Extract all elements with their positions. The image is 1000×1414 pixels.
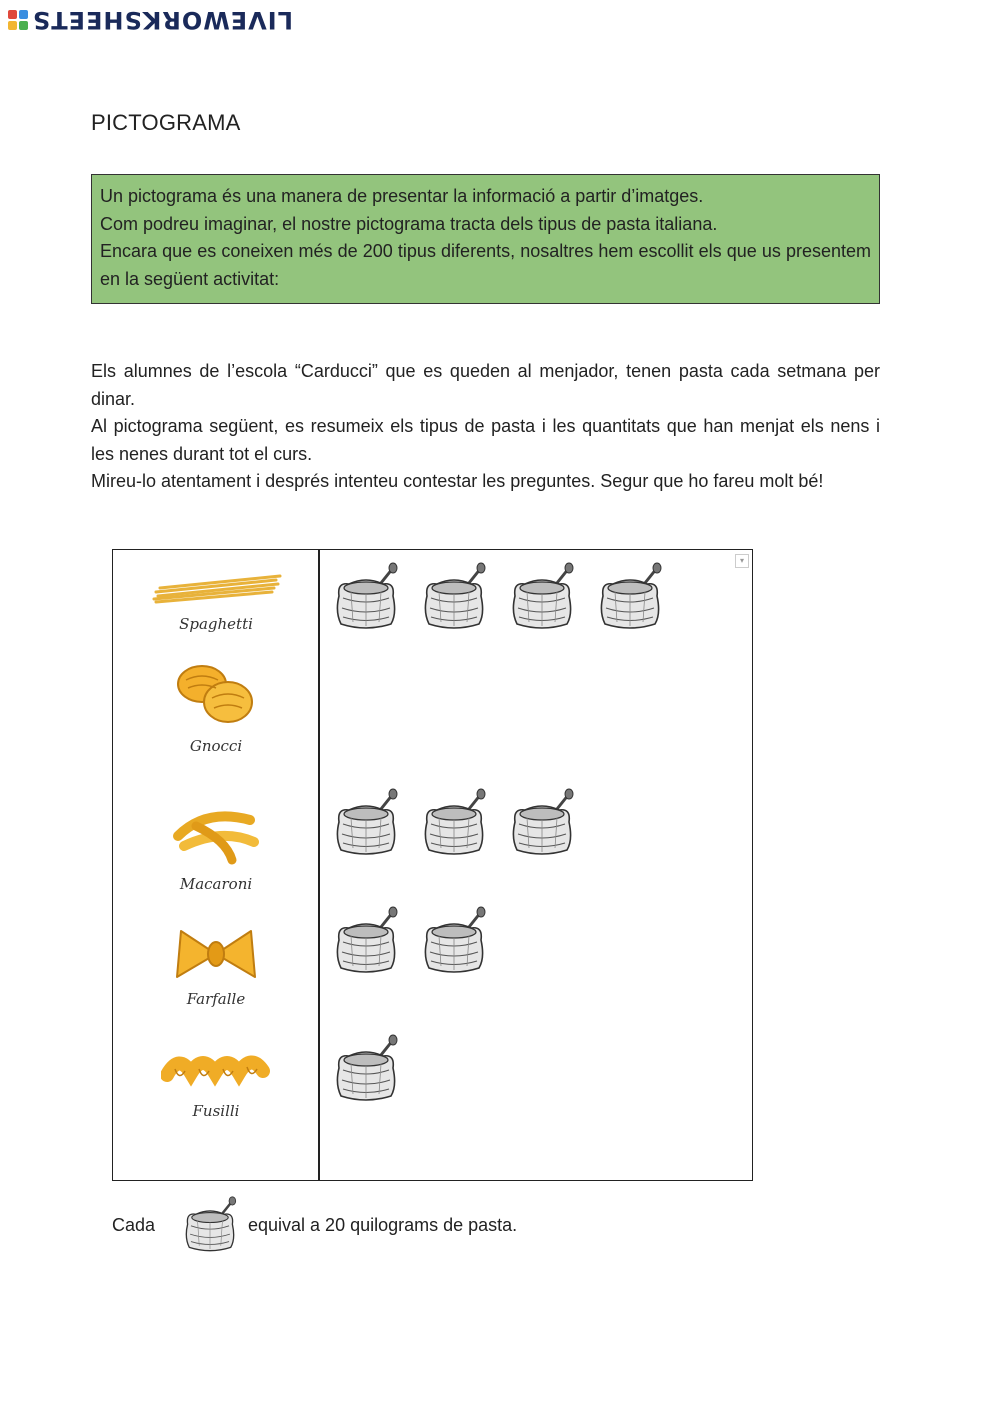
category-label: Gnocci xyxy=(189,737,243,755)
sack-icon xyxy=(180,1196,240,1254)
pasta-macaroni xyxy=(131,804,301,893)
sack-icon xyxy=(421,788,487,858)
sack-icon xyxy=(509,788,575,858)
sack-icon xyxy=(333,1034,399,1104)
body-paragraph: Al pictograma següent, es resumeix els tipus de pasta i les quantitats que han menjat els nens i les nenes durant tot el curs. xyxy=(91,416,880,464)
spaghetti-icon xyxy=(146,566,286,608)
sack-icon xyxy=(333,788,399,858)
body-paragraph: Mireu-lo atentament i després intenteu contestar les preguntes. Segur que ho fareu molt bé! xyxy=(91,471,824,491)
category-label: Farfalle xyxy=(186,990,246,1008)
legend-prefix: Cada xyxy=(112,1214,156,1235)
sack-row-farfalle xyxy=(333,906,487,976)
pasta-spaghetti xyxy=(131,566,301,633)
body-paragraph: Els alumnes de l’escola “Carducci” que es queden al menjador, tenen pasta cada setmana per dinar. xyxy=(91,361,880,409)
fusilli-icon xyxy=(161,1045,271,1095)
farfalle-icon xyxy=(171,925,261,983)
body-text xyxy=(91,358,880,496)
sack-icon xyxy=(509,562,575,632)
intro-line: Com podreu imaginar, el nostre pictograma tracta dels tipus de pasta italiana. xyxy=(100,213,718,234)
sack-icon xyxy=(597,562,663,632)
page-title: PICTOGRAMA xyxy=(91,110,241,135)
logo-text: LIVEWORKSHEETS xyxy=(32,6,293,34)
category-label: Fusilli xyxy=(192,1102,240,1120)
category-label: Spaghetti xyxy=(179,615,253,633)
intro-line: Encara que es coneixen més de 200 tipus diferents, nosaltres hem escollit els que us presentem en la següent activitat: xyxy=(100,241,871,289)
sack-row-spaghetti xyxy=(333,562,663,632)
logo-blocks-icon xyxy=(8,10,28,30)
legend-suffix: equival a 20 quilograms de pasta. xyxy=(248,1214,518,1235)
sack-icon xyxy=(421,562,487,632)
sack-icon xyxy=(333,562,399,632)
logo xyxy=(8,6,293,34)
sack-row-fusilli xyxy=(333,1034,399,1104)
intro-line: Un pictograma és una manera de presentar la informació a partir d’imatges. xyxy=(100,186,704,206)
macaroni-icon xyxy=(166,804,266,868)
pasta-farfalle xyxy=(131,925,301,1008)
pictogram-chart xyxy=(112,549,753,1181)
sack-icon xyxy=(421,906,487,976)
gnocci-icon xyxy=(166,658,266,730)
sack-row-macaroni xyxy=(333,788,575,858)
sack-icon xyxy=(333,906,399,976)
pasta-fusilli xyxy=(131,1045,301,1120)
pictogram-legend xyxy=(112,1196,517,1254)
category-label: Macaroni xyxy=(179,875,253,893)
pictogram-divider xyxy=(318,550,320,1180)
layout-options-icon[interactable]: ▾ xyxy=(735,554,749,568)
intro-box xyxy=(91,174,880,304)
pasta-gnocci xyxy=(131,658,301,755)
